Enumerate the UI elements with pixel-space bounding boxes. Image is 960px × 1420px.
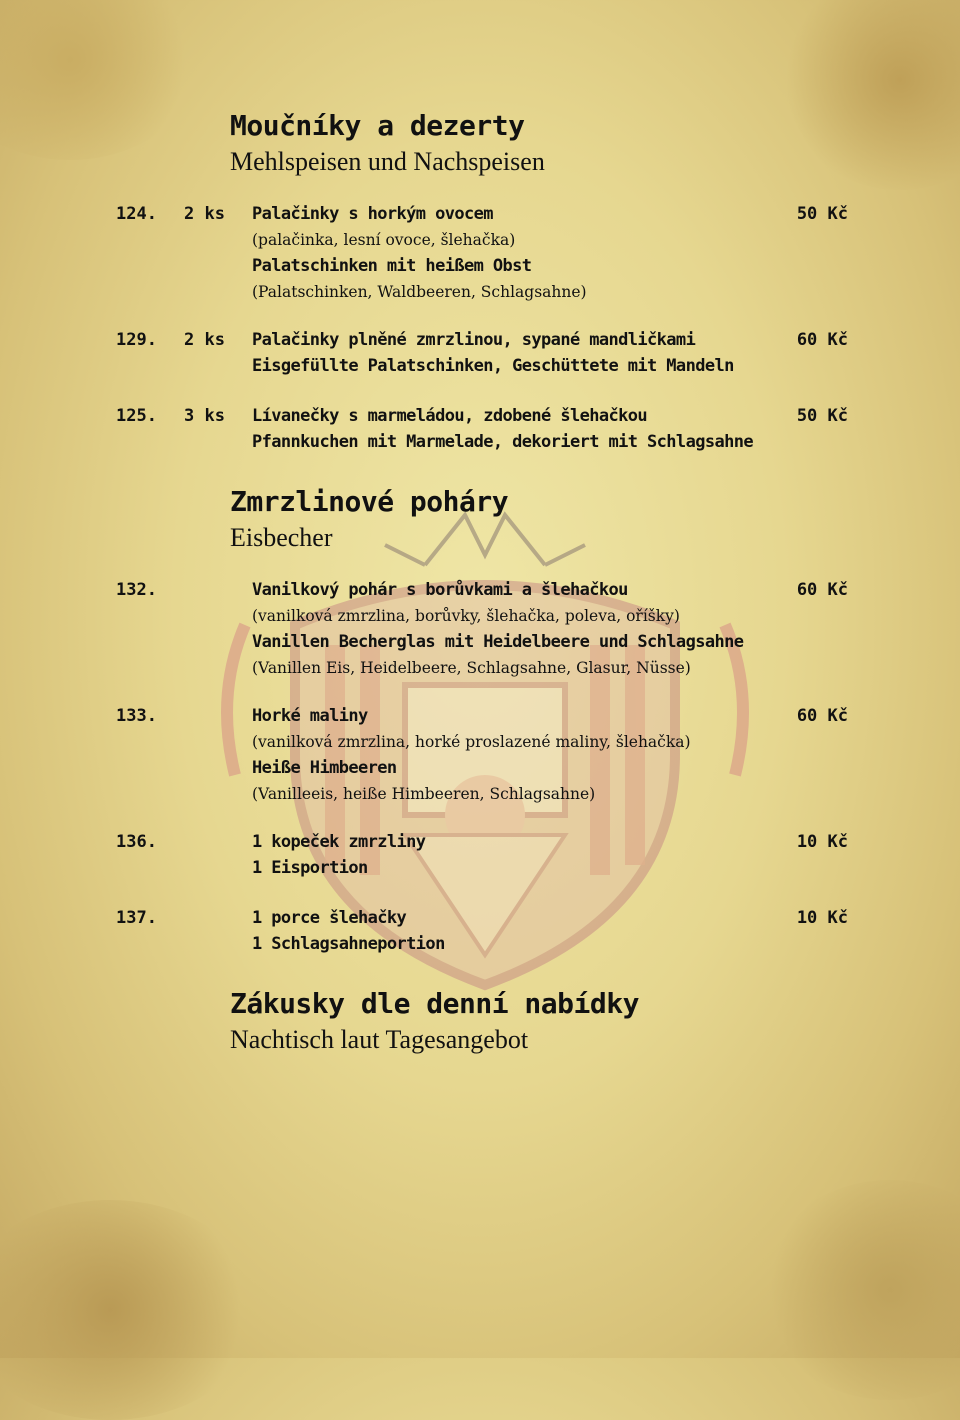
item-description-german: (Vanilleeis, heiße Himbeeren, Schlagsahne) — [252, 785, 596, 803]
item-name-german: Pfannkuchen mit Marmelade, dekoriert mit Schlagsahne — [252, 432, 754, 452]
item-name: Vanilkový pohár s borůvkami a šlehačkou — [252, 580, 628, 600]
section-heading — [230, 988, 639, 1056]
item-quantity: 2 ks — [184, 204, 225, 224]
item-number: 125. — [116, 406, 157, 426]
item-name: Palačinky s horkým ovocem — [252, 204, 493, 224]
item-price: 60 Kč — [796, 706, 848, 726]
item-name-german: Palatschinken mit heißem Obst — [252, 256, 532, 276]
item-number: 132. — [116, 580, 157, 600]
item-number: 124. — [116, 204, 157, 224]
item-price: 60 Kč — [796, 580, 848, 600]
item-price: 10 Kč — [796, 908, 848, 928]
item-name-german: Heiße Himbeeren — [252, 758, 397, 778]
item-name: Palačinky plněné zmrzlinou, sypané mandličkami — [252, 330, 696, 350]
section-title: Zmrzlinové poháry — [230, 485, 509, 518]
section-subtitle: Nachtisch laut Tagesangebot — [230, 1025, 529, 1054]
menu-item — [116, 403, 848, 455]
menu-item — [116, 703, 848, 807]
item-name: 1 porce šlehačky — [252, 908, 407, 928]
menu-item — [116, 905, 848, 957]
menu-item — [116, 829, 848, 881]
item-description: (vanilková zmrzlina, horké proslazené maliny, šlehačka) — [252, 733, 691, 751]
item-number: 133. — [116, 706, 157, 726]
section-title: Moučníky a dezerty — [230, 109, 525, 142]
item-description-german: (Vanillen Eis, Heidelbeere, Schlagsahne, Glasur, Nüsse) — [252, 659, 691, 677]
section-subtitle: Eisbecher — [230, 523, 333, 552]
item-price: 10 Kč — [796, 832, 848, 852]
item-description: (palačinka, lesní ovoce, šlehačka) — [252, 231, 516, 249]
item-description: (vanilková zmrzlina, borůvky, šlehačka, poleva, oříšky) — [252, 607, 680, 625]
section-subtitle: Mehlspeisen und Nachspeisen — [230, 147, 545, 176]
item-name: 1 kopeček zmrzliny — [252, 832, 426, 852]
menu-item — [116, 327, 848, 379]
section-heading — [230, 486, 508, 554]
item-price: 50 Kč — [796, 204, 848, 224]
item-number: 137. — [116, 908, 157, 928]
section-heading — [230, 110, 545, 178]
item-name: Horké maliny — [252, 706, 368, 726]
section-title: Zákusky dle denní nabídky — [230, 987, 639, 1020]
item-price: 60 Kč — [796, 330, 848, 350]
item-description-german: (Palatschinken, Waldbeeren, Schlagsahne) — [252, 283, 587, 301]
item-number: 136. — [116, 832, 157, 852]
item-quantity: 3 ks — [184, 406, 225, 426]
item-quantity: 2 ks — [184, 330, 225, 350]
item-price: 50 Kč — [796, 406, 848, 426]
item-number: 129. — [116, 330, 157, 350]
item-name: Lívanečky s marmeládou, zdobené šlehačkou — [252, 406, 648, 426]
menu-item — [116, 201, 848, 305]
item-name-german: 1 Schlagsahneportion — [252, 934, 445, 954]
menu-item — [116, 577, 848, 681]
item-name-german: 1 Eisportion — [252, 858, 368, 878]
item-name-german: Vanillen Becherglas mit Heidelbeere und Schlagsahne — [252, 632, 744, 652]
item-name-german: Eisgefüllte Palatschinken, Geschüttete mit Mandeln — [252, 356, 734, 376]
